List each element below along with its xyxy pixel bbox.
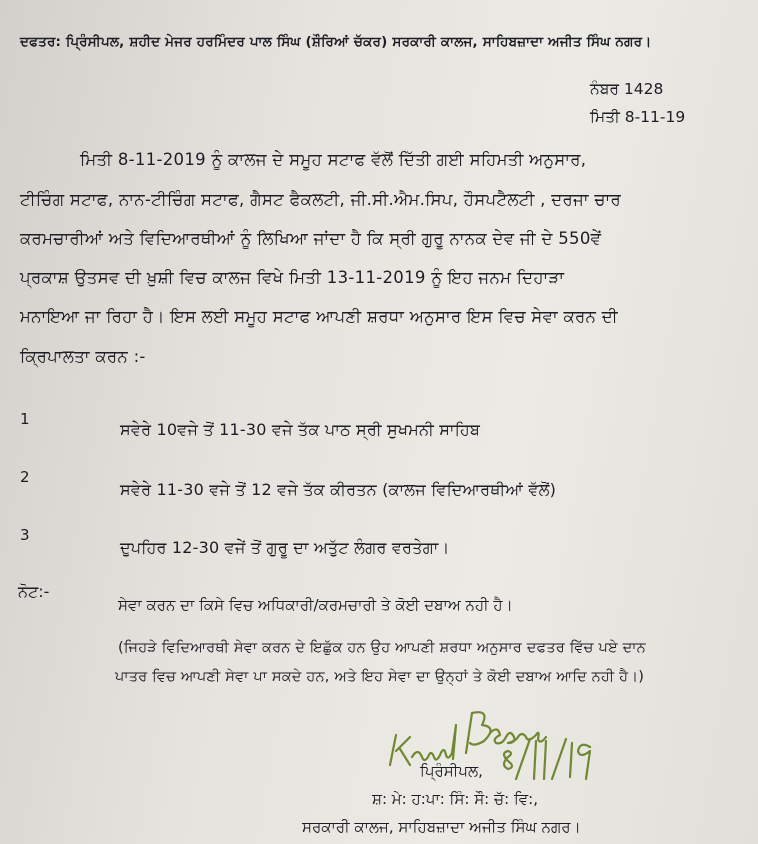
item-text-3: ਦੁਪਹਿਰ 12-30 ਵਜੇਂ ਤੋਂ ਗੁਰੂ ਦਾ ਅਤੁੱਟ ਲੰਗਰ ਵਰਤੇਗਾ। bbox=[120, 538, 450, 557]
reference-number: ਨੰਬਰ 1428 bbox=[590, 80, 664, 98]
reference-date: ਮਿਤੀ 8-11-19 bbox=[590, 108, 686, 126]
body-line-5: ਮਨਾਇਆ ਜਾ ਰਿਹਾ ਹੈ। ਇਸ ਲਈ ਸਮੂਹ ਸਟਾਫ ਆਪਣੀ ਸ਼ਰਧਾ ਅਨੁਸਾਰ ਇਸ ਵਿਚ ਸੇਵਾ ਕਰਨ ਦੀ bbox=[20, 307, 618, 326]
item-number-3: 3 bbox=[20, 526, 30, 544]
note-text: ਸੇਵਾ ਕਰਨ ਦਾ ਕਿਸੇ ਵਿਚ ਅਧਿਕਾਰੀ/ਕਰਮਚਾਰੀ ਤੇ ਕੋਈ ਦਬਾਅ ਨਹੀ ਹੈ। bbox=[118, 596, 513, 614]
body-line-6: ਕ੍ਰਿਪਾਲਤਾ ਕਰਨ :- bbox=[20, 347, 146, 366]
note-paren-line-2: ਪਾਤਰ ਵਿਚ ਆਪਣੀ ਸੇਵਾ ਪਾ ਸਕਦੇ ਹਨ, ਅਤੇ ਇਹ ਸੇਵਾ ਦਾ ਉਨ੍ਹਾਂ ਤੇ ਕੋਈ ਦਬਾਅ ਆਦਿ ਨਹੀ ਹੈ।) bbox=[115, 669, 645, 685]
note-label: ਨੋਟ:- bbox=[18, 582, 50, 601]
handwritten-signature bbox=[380, 695, 610, 785]
item-number-2: 2 bbox=[20, 468, 30, 486]
item-text-1: ਸਵੇਰੇ 10ਵਜੇ ਤੋਂ 11-30 ਵਜੇ ਤੱਕ ਪਾਠ ਸ੍ਰੀ ਸੁਖਮਨੀ ਸਾਹਿਬ bbox=[120, 420, 481, 439]
signatory-abbreviation: ਸ਼: ਮੇ: ਹ:ਪਾ: ਸਿੰ: ਸੌ: ਚੱ: ਵਿ:, bbox=[372, 790, 538, 808]
body-line-1: ਮਿਤੀ 8-11-2019 ਨੂੰ ਕਾਲਜ ਦੇ ਸਮੂਹ ਸਟਾਫ ਵੱਲੋਂ ਦਿੱਤੀ ਗਈ ਸਹਿਮਤੀ ਅਨੁਸਾਰ, bbox=[80, 150, 587, 169]
item-text-2: ਸਵੇਰੇ 11-30 ਵਜੇ ਤੋਂ 12 ਵਜੇ ਤੱਕ ਕੀਰਤਨ (ਕਾਲਜ ਵਿਦਿਆਰਥੀਆਂ ਵੱਲੋਂ) bbox=[120, 480, 557, 499]
office-header: ਦਫਤਰ: ਪ੍ਰਿੰਸੀਪਲ, ਸ਼ਹੀਦ ਮੇਜਰ ਹਰਮਿੰਦਰ ਪਾਲ ਸਿੰਘ (ਸ਼ੌਰਿਆਂ ਚੱਕਰ) ਸਰਕਾਰੀ ਕਾਲਜ, ਸਾਹਿਬਜ਼ਾਦਾ ਅਜੀਤ ਸਿੰਘ ਨਗਰ। bbox=[20, 34, 652, 50]
body-line-2: ਟੀਚਿੰਗ ਸਟਾਫ, ਨਾਨ-ਟੀਚਿੰਗ ਸਟਾਫ, ਗੈਸਟ ਫੈਕਲਟੀ, ਜੀ.ਸੀ.ਐਮ.ਸਿਪ, ਹੌਸਪਟੈਲਟੀ , ਦਰਜਾ ਚਾਰ bbox=[20, 190, 622, 209]
body-line-4: ਪ੍ਰਕਾਸ਼ ਉਤਸਵ ਦੀ ਖ਼ੁਸ਼ੀ ਵਿਚ ਕਾਲਜ ਵਿਖੇ ਮਿਤੀ 13-11-2019 ਨੂੰ ਇਹ ਜਨਮ ਦਿਹਾੜਾ bbox=[20, 268, 565, 287]
item-number-1: 1 bbox=[20, 410, 30, 428]
signatory-college: ਸਰਕਾਰੀ ਕਾਲਜ, ਸਾਹਿਬਜ਼ਾਦਾ ਅਜੀਤ ਸਿੰਘ ਨਗਰ। bbox=[302, 818, 581, 836]
note-paren-line-1: (ਜਿਹੜੇ ਵਿਦਿਆਰਥੀ ਸੇਵਾ ਕਰਨ ਦੇ ਇਛੁੱਕ ਹਨ ਉਹ ਆਪਣੀ ਸ਼ਰਧਾ ਅਨੁਸਾਰ ਦਫਤਰ ਵਿੱਚ ਪਏ ਦਾਨ bbox=[118, 640, 646, 656]
body-line-3: ਕਰਮਚਾਰੀਆਂ ਅਤੇ ਵਿਦਿਆਰਥੀਆਂ ਨੂੰ ਲਿਖਿਆ ਜਾਂਦਾ ਹੈ ਕਿ ਸ੍ਰੀ ਗੁਰੂ ਨਾਨਕ ਦੇਵ ਜੀ ਦੇ 550ਵੇਂ bbox=[20, 229, 602, 248]
signatory-title: ਪ੍ਰਿੰਸੀਪਲ, bbox=[420, 762, 483, 780]
